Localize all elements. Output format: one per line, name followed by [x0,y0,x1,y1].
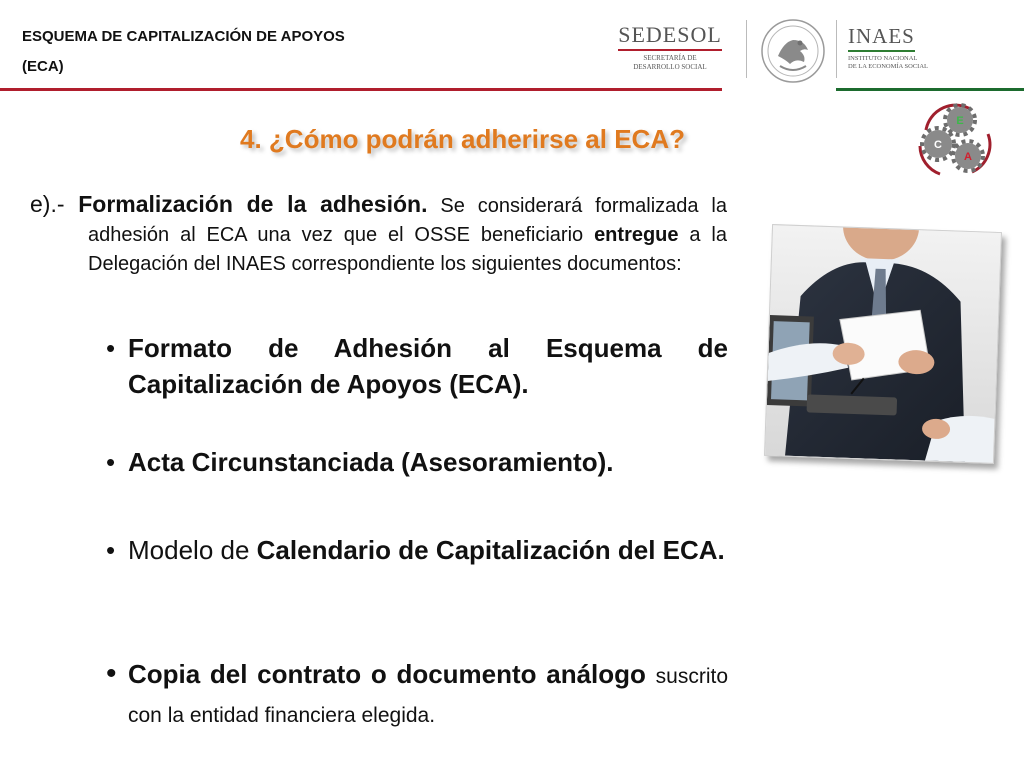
intro-paragraph [30,190,727,279]
logo-divider-2 [836,20,837,78]
inaes-logo [848,24,944,71]
list-item: • Modelo de Calendario de Capitalización del ECA. [106,532,728,568]
header-rule-green [836,88,1024,91]
intro-text-a: Se considerará formalizada la adhesión al ECA una vez que el OSSE beneficiario [88,195,727,246]
bullet-marker: • [106,447,116,477]
intro-label: e).- Formalización de la adhesión. [30,191,428,217]
header-title [22,22,482,82]
bullet-marker: • [106,333,116,363]
list-item: • Formato de Adhesión al Esquema de Capitalización de Apoyos (ECA). [106,330,728,402]
intro-bold-word: entregue [594,224,679,246]
sedesol-name: SEDESOL [618,22,722,51]
bullet-marker: • [106,657,117,690]
list-item: • Acta Circunstanciada (Asesoramiento). [106,444,728,480]
sedesol-sub1: SECRETARÍA DE [643,54,697,62]
eca-gears-icon [912,100,998,180]
inaes-sub2: DE LA ECONOMÍA SOCIAL [848,63,928,70]
list-item: • Copia del contrato o documento análogo suscrito con la entidad financiera elegida. [106,657,728,727]
gear-letter-c: C [934,139,942,151]
inaes-sub1: INSTITUTO NACIONAL [848,55,918,62]
sedesol-sub2: DESARROLLO SOCIAL [633,63,707,71]
gear-letter-e: E [956,115,964,127]
header-title-line1: ESQUEMA DE CAPITALIZACIÓN DE APOYOS [22,28,345,45]
logo-divider [746,20,747,78]
business-handshake-photo [764,224,1002,464]
intro-text-b: a la Delegación del INAES correspondiente los siguientes documentos: [88,224,727,275]
section-title: 4. ¿Cómo podrán adherirse al ECA? [240,124,685,154]
header-rule-red [0,88,722,91]
bullet-marker: • [106,535,116,565]
header-title-line2: (ECA) [22,58,64,75]
gear-letter-a: A [964,151,972,163]
inaes-name: INAES [848,24,915,52]
sedesol-logo [610,22,730,72]
mexican-coat-of-arms-icon [760,18,826,84]
